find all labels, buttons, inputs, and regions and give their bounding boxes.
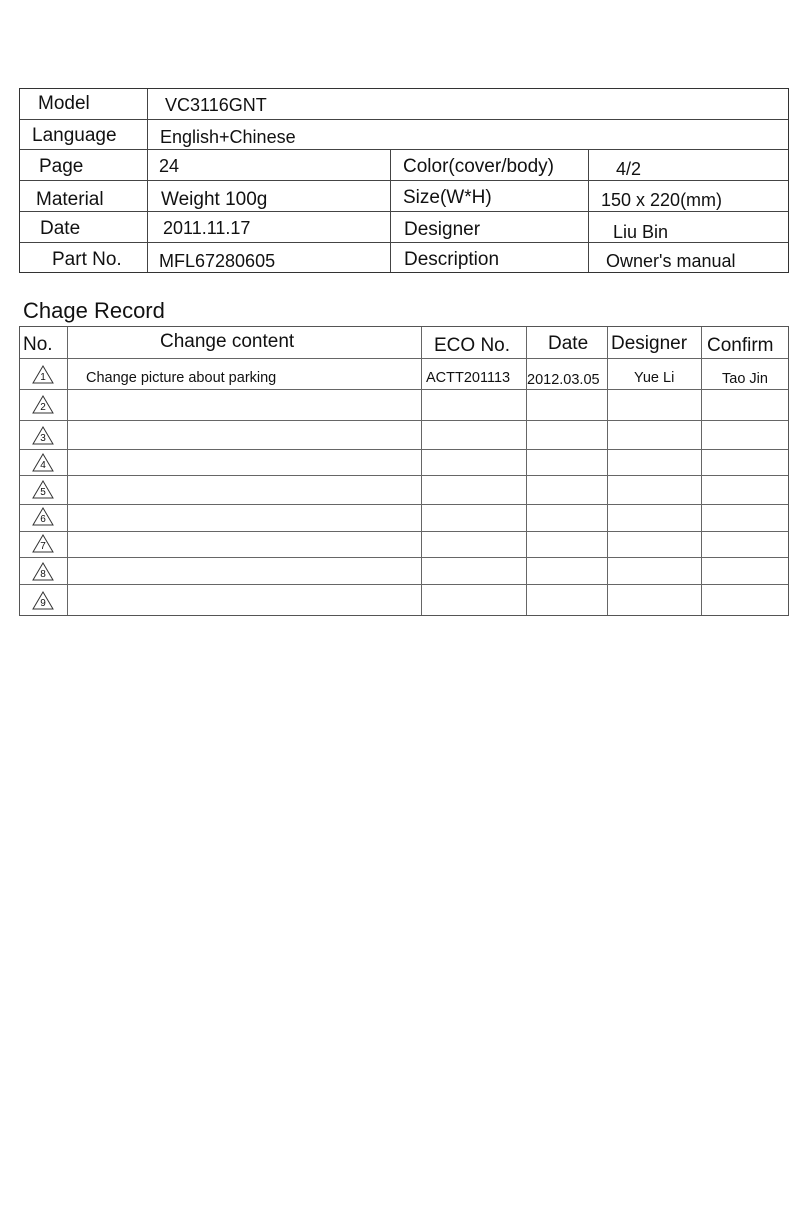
row-number: 2 — [40, 402, 46, 413]
header-change-content: Change content — [160, 331, 295, 352]
row-number: 6 — [40, 514, 46, 525]
spec-row-divider — [20, 211, 788, 212]
header-confirm: Confirm — [707, 335, 774, 356]
revision-triangle-icon — [32, 395, 54, 414]
header-date: Date — [548, 333, 589, 354]
spec-col-divider — [147, 89, 148, 272]
revision-triangle-icon — [32, 534, 54, 553]
record-row-divider — [20, 584, 788, 585]
record-col-divider — [67, 327, 68, 615]
record-col-divider — [526, 327, 527, 615]
row-change-content: Change picture about parking — [86, 370, 277, 386]
language-value: English+Chinese — [160, 127, 296, 147]
row-confirm: Tao Jin — [722, 371, 768, 387]
language-label: Language — [32, 125, 117, 146]
record-row-divider — [20, 531, 788, 532]
page-value: 24 — [159, 156, 180, 176]
revision-triangle-icon — [32, 480, 54, 499]
row-number: 1 — [40, 372, 46, 383]
record-col-divider — [421, 327, 422, 615]
designer-label: Designer — [404, 219, 481, 240]
spec-table — [19, 88, 789, 273]
spec-row-divider — [20, 119, 788, 120]
row-date: 2012.03.05 — [527, 372, 600, 388]
row-number: 5 — [40, 487, 46, 498]
page-label: Page — [39, 156, 84, 177]
designer-value: Liu Bin — [613, 222, 669, 242]
spec-col-divider — [390, 149, 391, 272]
color-value: 4/2 — [616, 159, 642, 179]
change-record-table — [19, 326, 789, 616]
record-row-divider — [20, 557, 788, 558]
date-value: 2011.11.17 — [163, 218, 251, 238]
record-row-divider — [20, 504, 788, 505]
header-no: No. — [23, 334, 53, 355]
revision-triangle-icon — [32, 507, 54, 526]
row-designer: Yue Li — [634, 370, 675, 386]
material-label: Material — [36, 189, 104, 210]
material-value: Weight 100g — [161, 189, 268, 210]
size-value: 150 x 220(mm) — [601, 190, 723, 210]
record-col-divider — [701, 327, 702, 615]
spec-row-divider — [20, 180, 788, 181]
row-number: 7 — [40, 541, 46, 552]
record-col-divider — [607, 327, 608, 615]
change-record-title: Chage Record — [23, 298, 165, 323]
spec-col-divider — [588, 149, 589, 272]
revision-triangle-icon — [32, 591, 54, 610]
model-label: Model — [38, 93, 90, 114]
partno-label: Part No. — [52, 249, 122, 270]
record-row-divider — [20, 475, 788, 476]
description-label: Description — [404, 249, 500, 270]
revision-triangle-icon — [32, 426, 54, 445]
header-eco-no: ECO No. — [434, 335, 511, 356]
revision-triangle-icon — [32, 365, 54, 384]
row-number: 8 — [40, 569, 46, 580]
header-designer: Designer — [611, 333, 688, 354]
record-row-divider — [20, 358, 788, 359]
revision-triangle-icon — [32, 453, 54, 472]
color-label: Color(cover/body) — [403, 156, 554, 177]
row-number: 9 — [40, 598, 46, 609]
revision-triangle-icon — [32, 562, 54, 581]
spec-row-divider — [20, 242, 788, 243]
row-number: 4 — [40, 460, 46, 471]
description-value: Owner's manual — [606, 251, 736, 271]
size-label: Size(W*H) — [403, 187, 492, 208]
date-label: Date — [40, 218, 81, 239]
record-row-divider — [20, 420, 788, 421]
row-number: 3 — [40, 433, 46, 444]
partno-value: MFL67280605 — [159, 251, 276, 271]
record-row-divider — [20, 449, 788, 450]
record-row-divider — [20, 389, 788, 390]
spec-row-divider — [20, 149, 788, 150]
model-value: VC3116GNT — [165, 95, 267, 115]
row-eco-no: ACTT201113 — [426, 370, 511, 386]
